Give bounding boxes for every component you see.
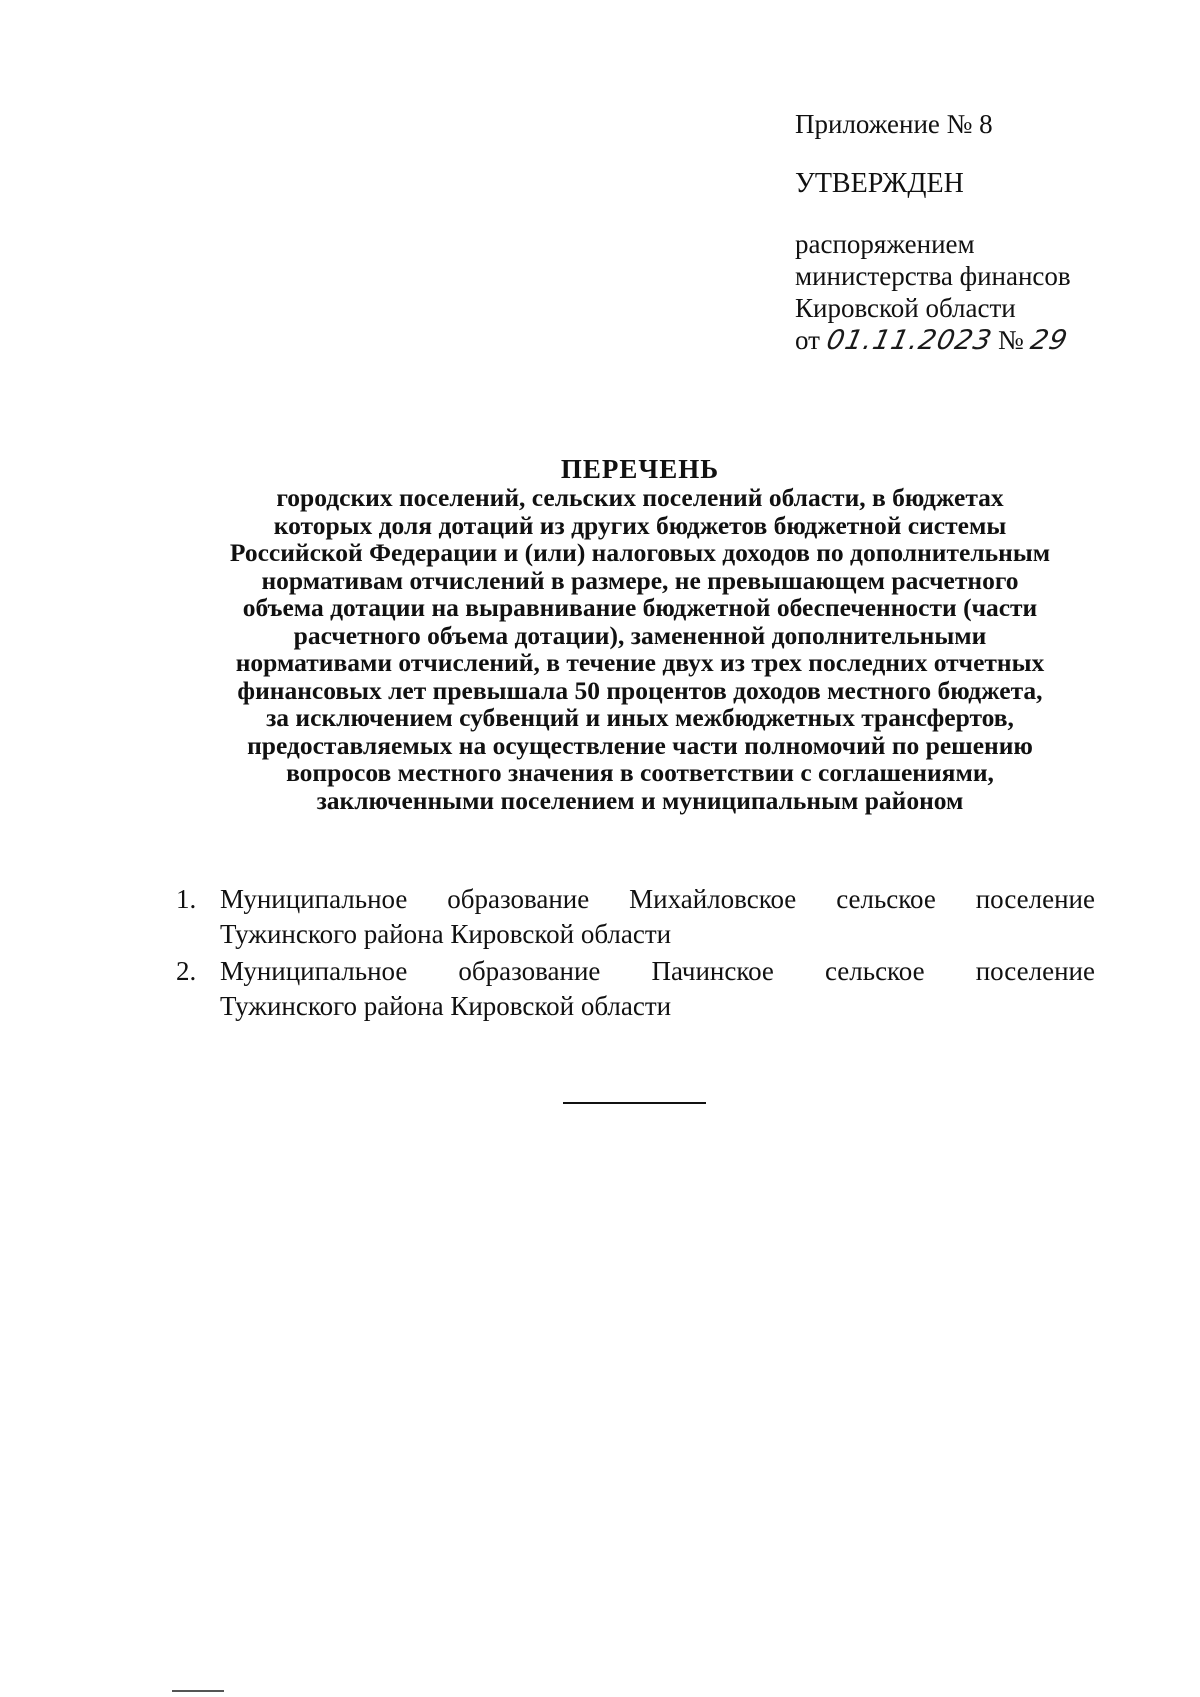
date-prefix: от xyxy=(795,325,820,355)
list-item-word: сельское xyxy=(824,956,925,986)
list-item-number: 2. xyxy=(176,956,197,986)
end-divider xyxy=(563,1102,706,1104)
list-item-word: Пачинское xyxy=(651,956,774,986)
appendix-label: Приложение № 8 xyxy=(795,109,993,139)
title-line: нормативам отчислений в размере, не превышающем расчетного xyxy=(261,565,1019,595)
title-line: вопросов местного значения в соответствии с соглашениями, xyxy=(286,758,994,787)
list-item-word: поселение xyxy=(975,956,1095,986)
title-line: нормативами отчислений, в течение двух из трех последних отчетных xyxy=(235,648,1045,677)
list-item-first-line xyxy=(220,882,1095,917)
list-item-continuation: Тужинского района Кировской области xyxy=(220,919,672,949)
list-item xyxy=(170,882,1095,952)
approved-label: УТВЕРЖДЕН xyxy=(795,168,964,199)
document-title xyxy=(160,454,1120,814)
list-item-word: образование xyxy=(447,884,590,914)
approval-block xyxy=(795,108,1115,357)
approval-date-line xyxy=(795,324,1115,357)
scan-edge-mark xyxy=(172,1690,224,1692)
title-heading: ПЕРЕЧЕНЬ xyxy=(560,454,720,484)
title-line: за исключением субвенций и иных межбюджетных трансфертов, xyxy=(266,703,1014,732)
approval-line: распоряжением xyxy=(795,229,975,259)
list-item-word: сельское xyxy=(836,884,936,914)
title-line: которых доля дотаций из других бюджетов бюджетной системы xyxy=(273,510,1007,540)
title-line: объема дотации на выравнивание бюджетной обеспеченности (части xyxy=(242,593,1038,622)
title-line: предоставляемых на осуществление части полномочий по решению xyxy=(247,730,1033,760)
handwritten-date: 01.11.2023 xyxy=(823,325,995,356)
handwritten-number: 29 xyxy=(1027,325,1071,356)
list-item xyxy=(170,954,1095,1024)
list-item-word: поселение xyxy=(975,884,1095,914)
title-line: Российской Федерации и (или) налоговых доходов по дополнительным xyxy=(229,538,1051,567)
list-item-word: образование xyxy=(458,956,601,986)
list-item-first-line xyxy=(220,954,1095,989)
list-item-word: Муниципальное xyxy=(220,956,408,986)
list-item-word: Муниципальное xyxy=(220,884,408,914)
number-prefix: № xyxy=(998,325,1024,355)
approval-line: Кировской области xyxy=(795,293,1016,323)
title-line: финансовых лет превышала 50 процентов доходов местного бюджета, xyxy=(237,675,1043,705)
title-line: расчетного объема дотации), замененной дополнительными xyxy=(293,620,987,650)
list-item-word: Михайловское xyxy=(629,884,797,914)
title-line: заключенными поселением и муниципальным районом xyxy=(316,785,964,815)
approval-line: министерства финансов xyxy=(795,261,1071,291)
settlement-list xyxy=(170,882,1095,1026)
list-item-number: 1. xyxy=(176,884,197,914)
title-line: городских поселений, сельских поселений области, в бюджетах xyxy=(276,483,1004,512)
list-item-continuation: Тужинского района Кировской области xyxy=(220,991,672,1021)
